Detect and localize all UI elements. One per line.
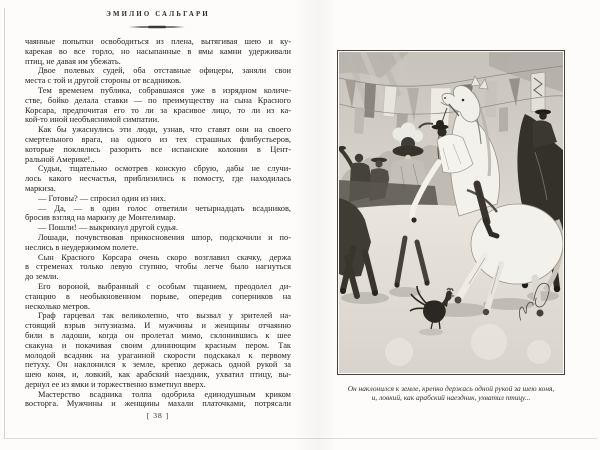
text-line: Лошади, почувствовав прикосновения шпор, подскочили и по- (38, 232, 291, 242)
text-line: Мастерство всадника толпа одобрила единодушным криком (38, 389, 291, 399)
text-line: птиц, не давая им убежать. (25, 56, 121, 66)
text-line: Сын Красного Корсара очень скоро возглавил скачку, держа (38, 252, 291, 262)
body-text (25, 37, 291, 409)
page-edge-left (4, 8, 5, 438)
text-line: — Готовы? — спросил один из них. (38, 193, 166, 203)
text-line: скакуна и покачивая своим длиннющим красным пером. Так (25, 340, 291, 350)
text-line: кой-то иной необъяснимой симпатии. (25, 115, 160, 125)
text-line: до земли. (25, 272, 59, 282)
text-line: маркиза. (25, 183, 56, 193)
page-number: [ 38 ] (146, 411, 170, 420)
illustration (339, 52, 563, 373)
text-line: дернул ее из ямки и торжественно взметнул вверх. (25, 379, 206, 389)
gutter-shadow (294, 0, 338, 450)
text-line: молодой всадник на ураганной скорости подскакал к первому (25, 350, 291, 360)
text-line: Судьи, тщательно осмотрев конскую сбрую, дабы не случи- (38, 164, 291, 174)
header-ornament (129, 25, 185, 29)
text-line: восторга. Мужчины и женщины махали платочками, потрясали (25, 399, 291, 409)
text-line: шею коня, и, ловкий, как арабский наездник, ухватил птицу, вы- (25, 370, 291, 380)
text-line: Корсара, предпочитая его то ли за красивое лицо, то ли из ка- (25, 105, 291, 115)
text-line: Граф гарцевал так великолепно, что вызвал у зрителей на- (38, 311, 291, 321)
text-line: станцию в необыкновенном порыве, опередив соперников на (25, 291, 291, 301)
text-line: — Да, — в один голос ответили четырнадцать всадников, (38, 203, 291, 213)
text-line: стве, бойко делала ставки — по преимуществу на сына Красного (25, 95, 291, 105)
text-line: в стременах только левую ступню, чтобы легче было нагнуться (25, 262, 291, 272)
text-line: Его вороной, выбранный с особым тщанием, преодолел ди- (38, 281, 291, 291)
text-line: места с той и другой стороны от всадников. (25, 76, 182, 86)
illustration-plate (337, 50, 565, 375)
text-line: Как бы ужаснулись эти люди, узнав, что ставят они на своего (38, 125, 291, 135)
text-line: били в ладоши, когда он пролетал мимо, склонившись к шее (25, 330, 291, 340)
text-line: которые поклялись разорить все испанские колонии в Цент- (25, 144, 291, 154)
text-line: карекая во все горло, но насыпанные в ямы камни удерживали (25, 46, 291, 56)
running-head: ЭМИЛИО САЛЬГАРИ (106, 11, 210, 18)
text-line: Тем временем публика, собравшаяся уже в изрядном количе- (38, 85, 291, 95)
text-line: ральной Америке!.. (25, 154, 95, 164)
text-line: стоящий взрыв энтузиазма. И мужчины и женщины отчаянно (25, 321, 291, 331)
illustration-caption (325, 384, 577, 402)
text-line: смертельного врага, на одного из тех страшных флибустьеров, (25, 134, 291, 144)
caption-line-2: и, ловкий, как арабский наездник, ухватил птицу... (371, 393, 531, 402)
text-line: лось какого несчастья, приблизились к помосту, где находилась (25, 174, 291, 184)
text-line: чаянные попытки освободиться из плена, вытягивая шею и ку- (25, 37, 291, 46)
caption-line-1: Он наклонился к земле, крепко держась одной рукой за шею коня, (347, 384, 555, 393)
text-line: — Пошли! — выкрикнул другой судья. (38, 223, 178, 233)
text-line: бросив взгляд на маркизу де Монтелимар. (25, 213, 176, 223)
text-line: Двое полевых судей, оба отставные офицеры, заняли свои (38, 66, 291, 76)
text-line: несколько метров. (25, 301, 90, 311)
text-line: петуху. Он наклонился к земле, крепко держась одной рукой за (25, 360, 291, 370)
text-line: неслись в неудержимом полете. (25, 242, 139, 252)
